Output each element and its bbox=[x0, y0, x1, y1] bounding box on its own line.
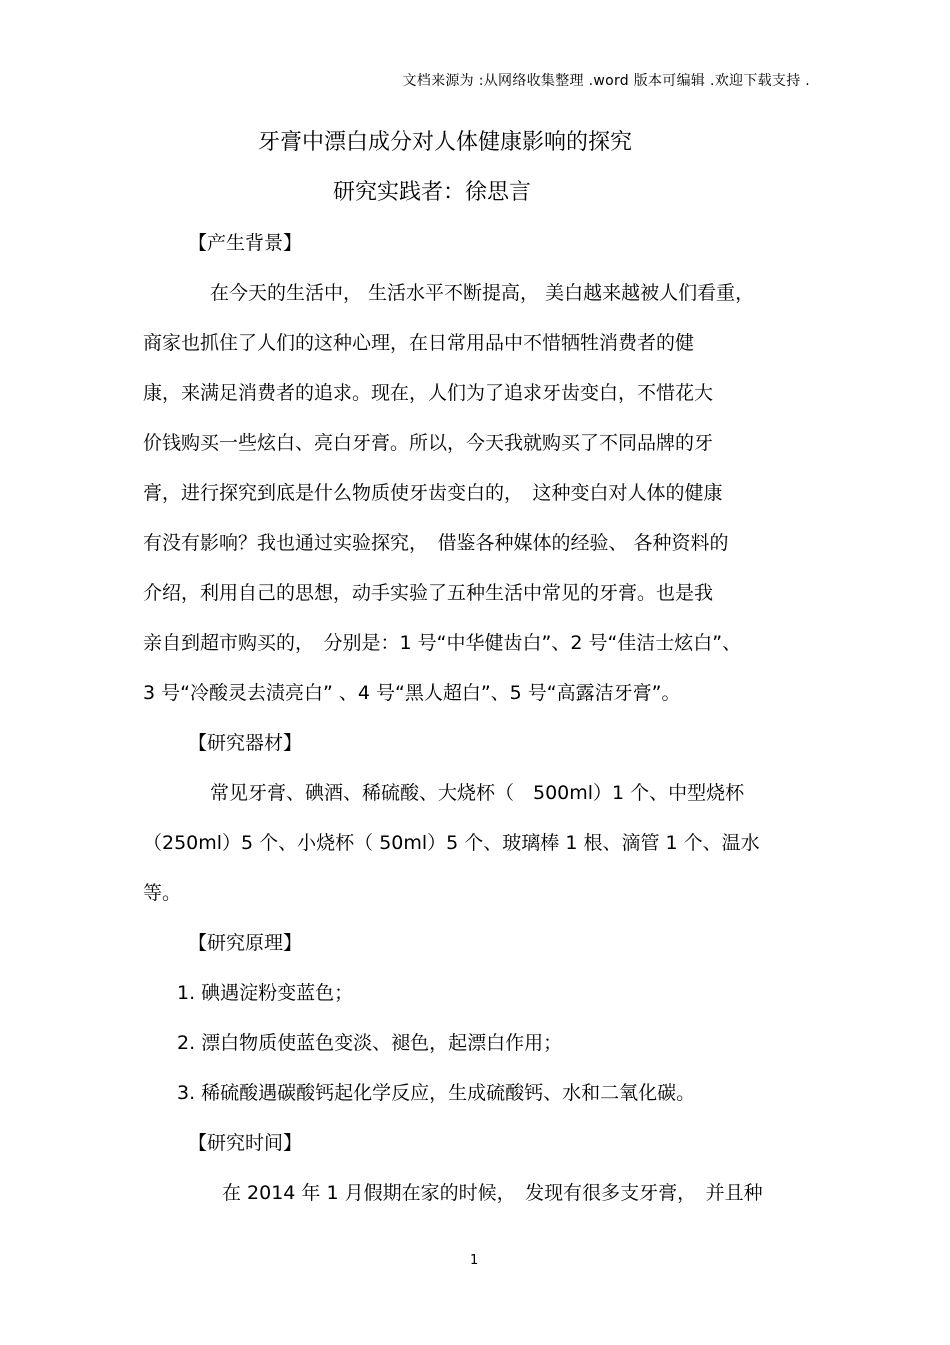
section-heading-materials: 【研究器材】 bbox=[188, 732, 303, 754]
section-heading-time: 【研究时间】 bbox=[188, 1132, 303, 1154]
paragraph-line: 介绍，利用自己的思想，动手实验了五种生活中常见的牙膏。也是我 bbox=[143, 582, 714, 604]
list-item: 2. 漂白物质使蓝色变淡、褪色，起漂白作用； bbox=[177, 1032, 563, 1054]
paragraph-line: 膏，进行探究到底是什么物质使牙齿变白的， 这种变白对人体的健康 bbox=[143, 482, 723, 504]
section-heading-principles: 【研究原理】 bbox=[188, 932, 303, 954]
paragraph-line: 康，来满足消费者的追求。现在，人们为了追求牙齿变白，不惜花大 bbox=[143, 382, 714, 404]
list-item: 1. 碘遇淀粉变蓝色； bbox=[177, 982, 354, 1004]
paragraph-line: 在今天的生活中， 生活水平不断提高， 美白越来越被人们看重， bbox=[210, 282, 755, 304]
paragraph-line: 亲自到超市购买的， 分别是：1 号“中华健齿白”、2 号“佳洁士炫白”、 bbox=[143, 632, 742, 654]
header-note: 文档来源为 :从网络收集整理 .word 版本可编辑 .欢迎下载支持 . bbox=[402, 73, 810, 89]
paragraph-line: （250ml）5 个、小烧杯（ 50ml）5 个、玻璃棒 1 根、滴管 1 个、温水 bbox=[143, 832, 760, 854]
paragraph-line: 常见牙膏、碘酒、稀硫酸、大烧杯（ 500ml）1 个、中型烧杯 bbox=[210, 782, 745, 804]
section-heading-background: 【产生背景】 bbox=[188, 232, 303, 254]
paragraph-line: 3 号“冷酸灵去渍亮白” 、4 号“黑人超白”、5 号“高露洁牙膏”。 bbox=[143, 682, 681, 704]
paragraph-line: 在 2014 年 1 月假期在家的时候， 发现有很多支牙膏， 并且种 bbox=[222, 1182, 763, 1204]
paragraph-line: 有没有影响？我也通过实验探究， 借鉴各种媒体的经验、 各种资料的 bbox=[143, 532, 729, 554]
author-line: 研究实践者：徐思言 bbox=[333, 180, 532, 205]
page-number: 1 bbox=[470, 1253, 479, 1268]
paragraph-line: 等。 bbox=[143, 882, 182, 904]
document-title: 牙膏中漂白成分对人体健康影响的探究 bbox=[258, 130, 633, 155]
paragraph-line: 商家也抓住了人们的这种心理，在日常用品中不惜牺牲消费者的健 bbox=[143, 332, 695, 354]
paragraph-line: 价钱购买一些炫白、亮白牙膏。所以，今天我就购买了不同品牌的牙 bbox=[143, 432, 714, 454]
list-item: 3. 稀硫酸遇碳酸钙起化学反应，生成硫酸钙、水和二氧化碳。 bbox=[177, 1082, 696, 1104]
